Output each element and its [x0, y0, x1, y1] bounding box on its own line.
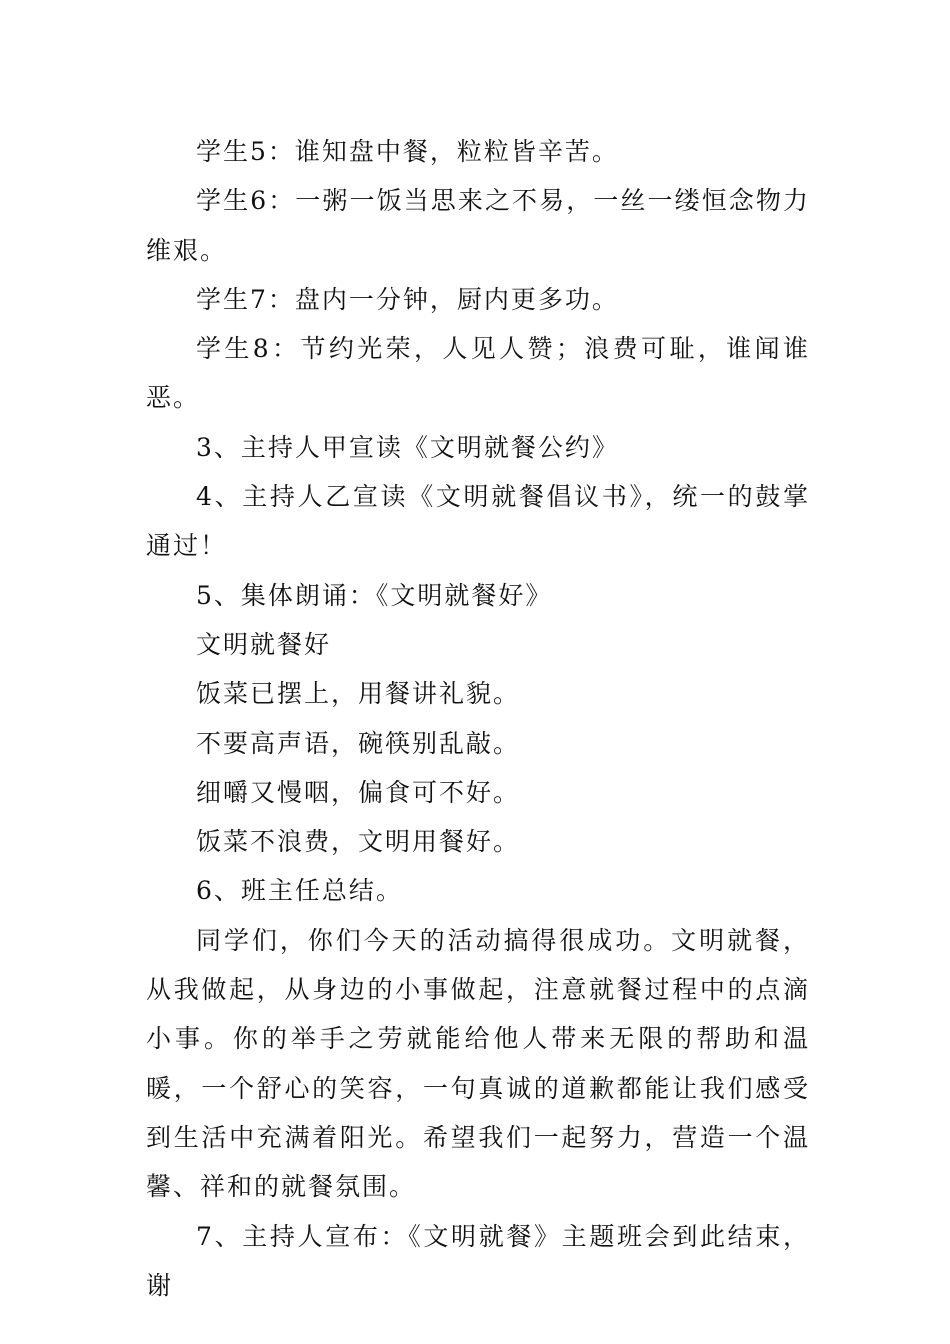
paragraph-step-4: 4、主持人乙宣读《文明就餐倡议书》，统一的鼓掌通过！ — [146, 482, 810, 561]
poem-line-2: 不要高声语，碗筷别乱敲。 — [196, 728, 521, 758]
paragraph-step-5: 5、集体朗诵：《文明就餐好》 — [196, 580, 553, 610]
paragraph-student-5: 学生5：谁知盘中餐，粒粒皆辛苦。 — [196, 137, 619, 166]
poem-line-4: 饭菜不浪费，文明用餐好。 — [196, 827, 521, 857]
document-body — [146, 127, 810, 1310]
poem-line-1: 饭菜已摆上，用餐讲礼貌。 — [196, 679, 521, 709]
paragraph-step-7: 7、主持人宣布：《文明就餐》主题班会到此结束，谢 — [146, 1221, 810, 1300]
paragraph-student-7: 学生7：盘内一分钟，厨内更多功。 — [196, 284, 619, 314]
paragraph-teacher-summary: 同学们，你们今天的活动搞得很成功。文明就餐，从我做起，从身边的小事做起，注意就餐过程中的点滴小事。你的举手之劳就能给他人带来无限的帮助和温暖，一个舒心的笑容，一句真诚的道歉都能让我们感受到生活中充满着阳光。希望我们一起努力，营造一个温馨、祥和的就餐氛围。 — [146, 925, 810, 1202]
paragraph-student-6: 学生6：一粥一饭当思来之不易，一丝一缕恒念物力维艰。 — [146, 186, 810, 265]
paragraph-student-8: 学生8：节约光荣，人见人赞；浪费可耻，谁闻谁恶。 — [146, 334, 810, 413]
paragraph-step-3: 3、主持人甲宣读《文明就餐公约》 — [196, 432, 619, 462]
paragraph-step-6: 6、班主任总结。 — [196, 876, 403, 906]
poem-title: 文明就餐好 — [196, 629, 332, 659]
poem-line-3: 细嚼又慢咽，偏食可不好。 — [196, 777, 521, 807]
